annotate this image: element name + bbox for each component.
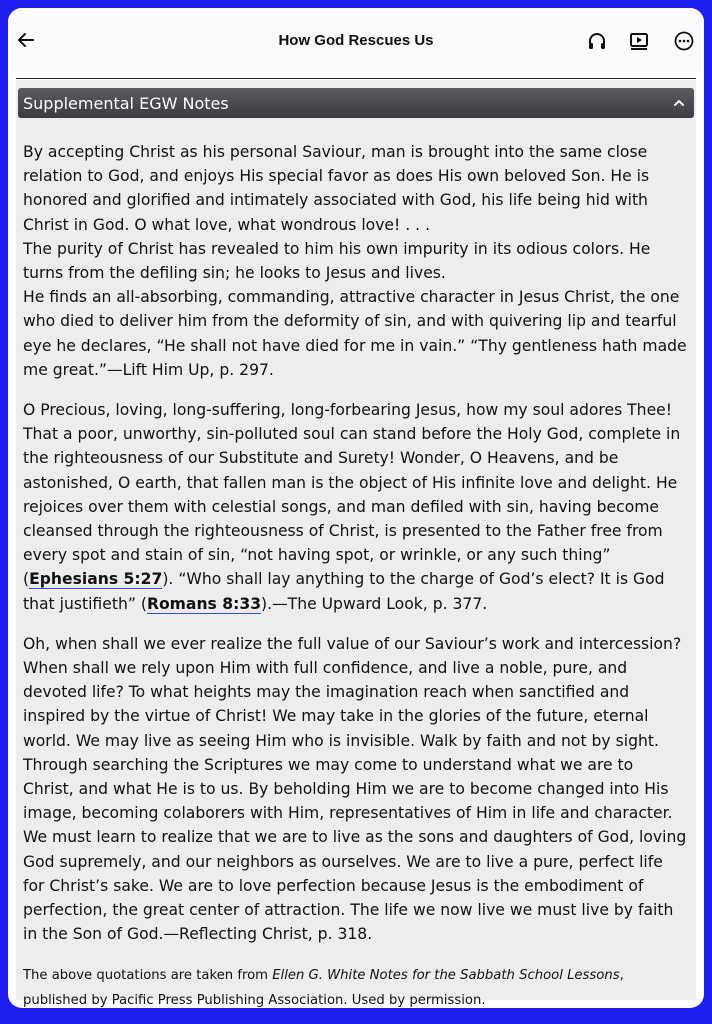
footnote-book-title: Ellen G. White Notes for the Sabbath School Lessons: [272, 967, 620, 983]
paragraph-2-part-b: ). “Who shall lay anything to the charge of God’s elect? It is God that justifieth” (: [23, 570, 665, 613]
paragraph-2-part-a: O Precious, loving, long-suffering, long-forbearing Jesus, how my soul adores Thee! That a poor, unworthy, sin-polluted soul can stand before the Holy God, complete in the righteousness of our Substitute and Surety! Wonder, O Heavens, and be astonished, O earth, that fallen man is the object of His infinite love and delight. He rejoices over them with celestial songs, and man defiled with sin, having become cleansed through the righteousness of Christ, is presented to the Father free from every spot and stain of sin, “not having spot, or wrinkle, or any such thing” (: [23, 401, 681, 589]
scripture-link-romans[interactable]: Romans 8:33: [146, 594, 262, 613]
app-window: [8, 8, 704, 1008]
paragraph-1-part-a: By accepting Christ as his personal Saviour, man is brought into the same close relation to God, and enjoys His special favor as does His own beloved Son. He is honored and glorified and intimately associated with God, his life being hid with Christ in God. O what love, what wondrous love! . . .: [23, 143, 650, 234]
paragraph-3-part-a: Oh, when shall we ever realize the full value of our Saviour’s work and intercession? When shall we rely upon Him with full confidence, and live a noble, pure, and devoted life? To what heights may the imagination reach when sanctified and inspired by the virtue of Christ! We may take in the glories of the future, eternal world. We may live as seeing Him who is invisible. Walk by faith and not by sight.: [23, 634, 682, 750]
more-options-icon[interactable]: [673, 30, 695, 52]
paragraph-1: [23, 140, 687, 382]
paragraph-2-part-c: ).—The Upward Look, p. 377.: [261, 594, 488, 613]
notes-panel: [16, 80, 696, 1008]
footnote-suffix: , published by Pacific Press Publishing Association. Used by permission.: [23, 967, 624, 1008]
footnote-prefix: The above quotations are taken from: [23, 967, 273, 983]
page-title: How God Rescues Us: [278, 32, 434, 49]
top-bar: [8, 8, 704, 72]
notes-body: [23, 140, 687, 1008]
headphones-icon[interactable]: [586, 30, 608, 52]
paragraph-1-part-c: He finds an all-absorbing, commanding, attractive character in Jesus Christ, the one who died to deliver him from the deformity of sin, and with quivering lip and tearful eye he declares, “He shall not have died for me in vain.” “Thy gentleness hath made me great.”—Lift Him Up, p. 297.: [23, 288, 687, 379]
header-divider: [16, 78, 696, 79]
section-header[interactable]: [18, 88, 694, 118]
scripture-link-ephesians[interactable]: Ephesians 5:27: [29, 570, 163, 589]
source-footnote: [23, 963, 687, 1009]
play-video-icon[interactable]: [628, 30, 650, 52]
section-title: Supplemental EGW Notes: [23, 94, 229, 113]
paragraph-2: [23, 398, 687, 616]
paragraph-3-part-b: Through searching the Scriptures we may come to understand what we are to Christ, and what He is to us. By beholding Him we are to become changed into His image, becoming colaborers with Him, representatives of Him in life and character. We must learn to realize that we are to live as the sons and daughters of God, loving God supremely, and our neighbors as ourselves. We are to live a pure, perfect life for Christ’s sake. We are to love perfection because Jesus is the embodiment of perfection, the great center of attraction. The life we now live we must live by faith in the Son of God.—Reflecting Christ, p. 318.: [23, 755, 687, 944]
paragraph-1-part-b: The purity of Christ has revealed to him his own impurity in its odious colors. He turns from the defiling sin; he looks to Jesus and lives.: [23, 239, 651, 283]
paragraph-3: [23, 632, 687, 947]
chevron-up-icon[interactable]: [672, 96, 686, 110]
